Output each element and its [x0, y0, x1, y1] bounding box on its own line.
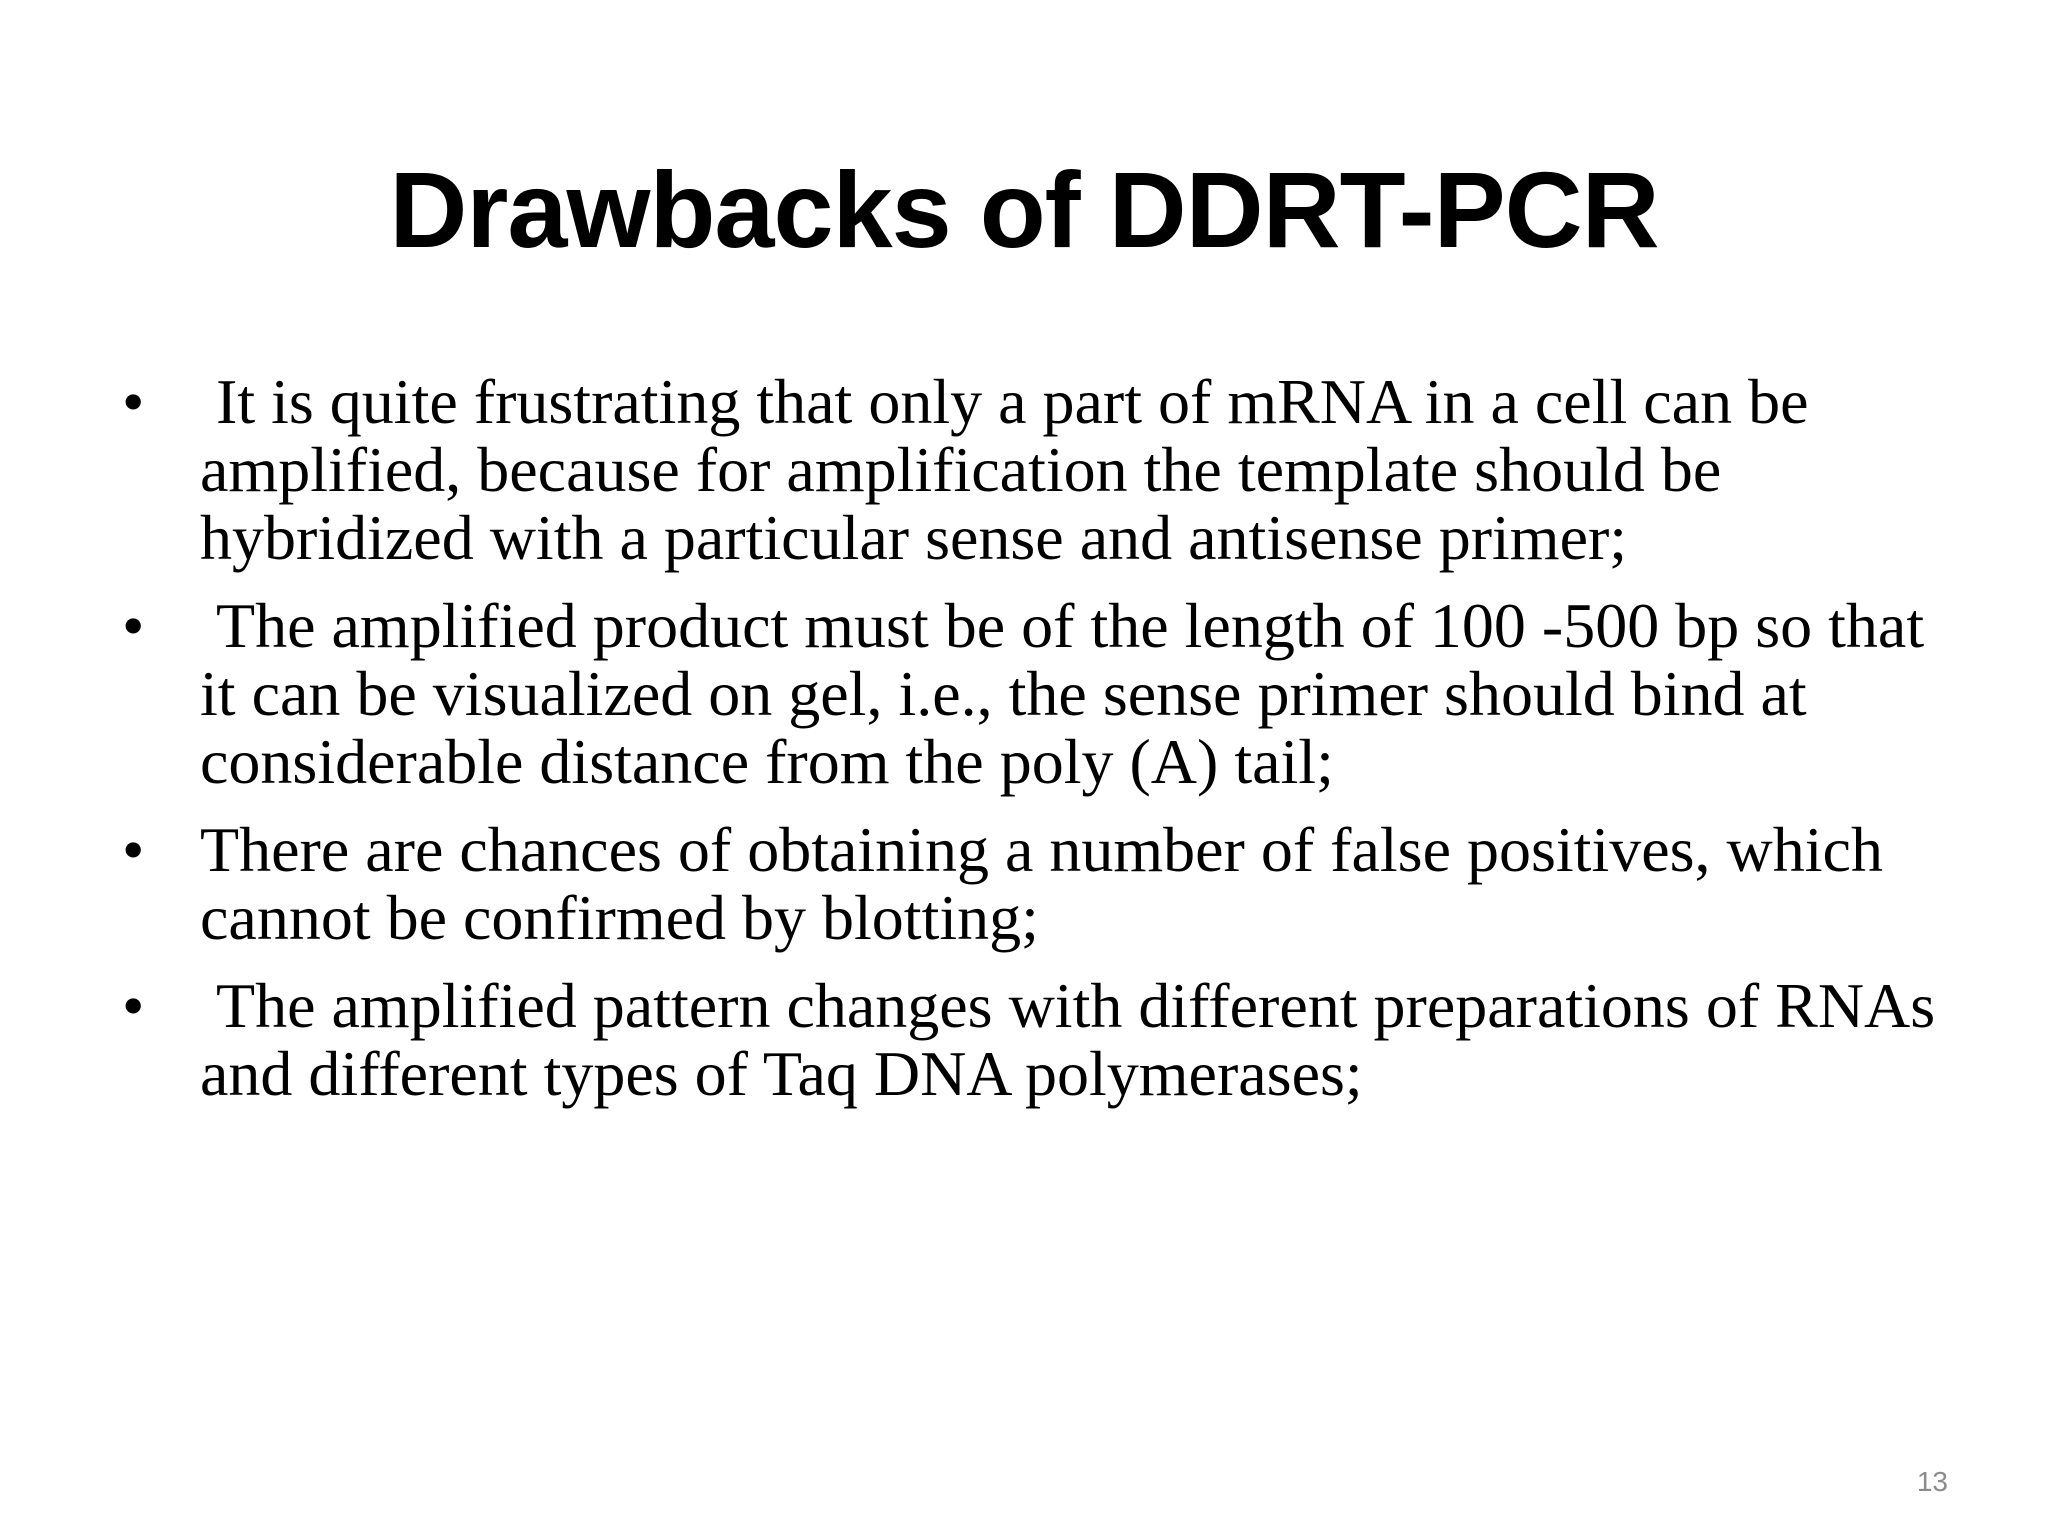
bullet-item: [0, 592, 1960, 796]
bullet-text: It is quite frustrating that only a part of mRNA in a cell can be amplified, because for amplification the template should be hybridized with a particular sense and antisense primer;: [200, 366, 1825, 573]
bullet-text: The amplified pattern changes with different preparations of RNAs and different types of Taq DNA polymerases;: [200, 970, 1952, 1109]
page-number: 13: [1916, 1466, 1948, 1497]
bullet-item: [0, 368, 1960, 572]
bullet-marker: •: [122, 590, 145, 661]
bullet-marker: •: [122, 366, 145, 437]
slide-title: Drawbacks of DDRT-PCR: [389, 149, 1659, 270]
bullet-item: [0, 816, 1960, 952]
bullet-text: The amplified product must be of the length of 100 -500 bp so that it can be visualized on gel, i.e., the sense primer should bind at considerable distance from the poly (A) tail;: [200, 590, 1941, 797]
bullet-item: [0, 972, 1960, 1108]
bullet-marker: •: [122, 814, 145, 885]
bullet-list: [0, 368, 2048, 1128]
bullet-marker: •: [122, 970, 145, 1041]
bullet-text: There are chances of obtaining a number of false positives, which cannot be confirmed by blotting;: [200, 814, 1899, 953]
